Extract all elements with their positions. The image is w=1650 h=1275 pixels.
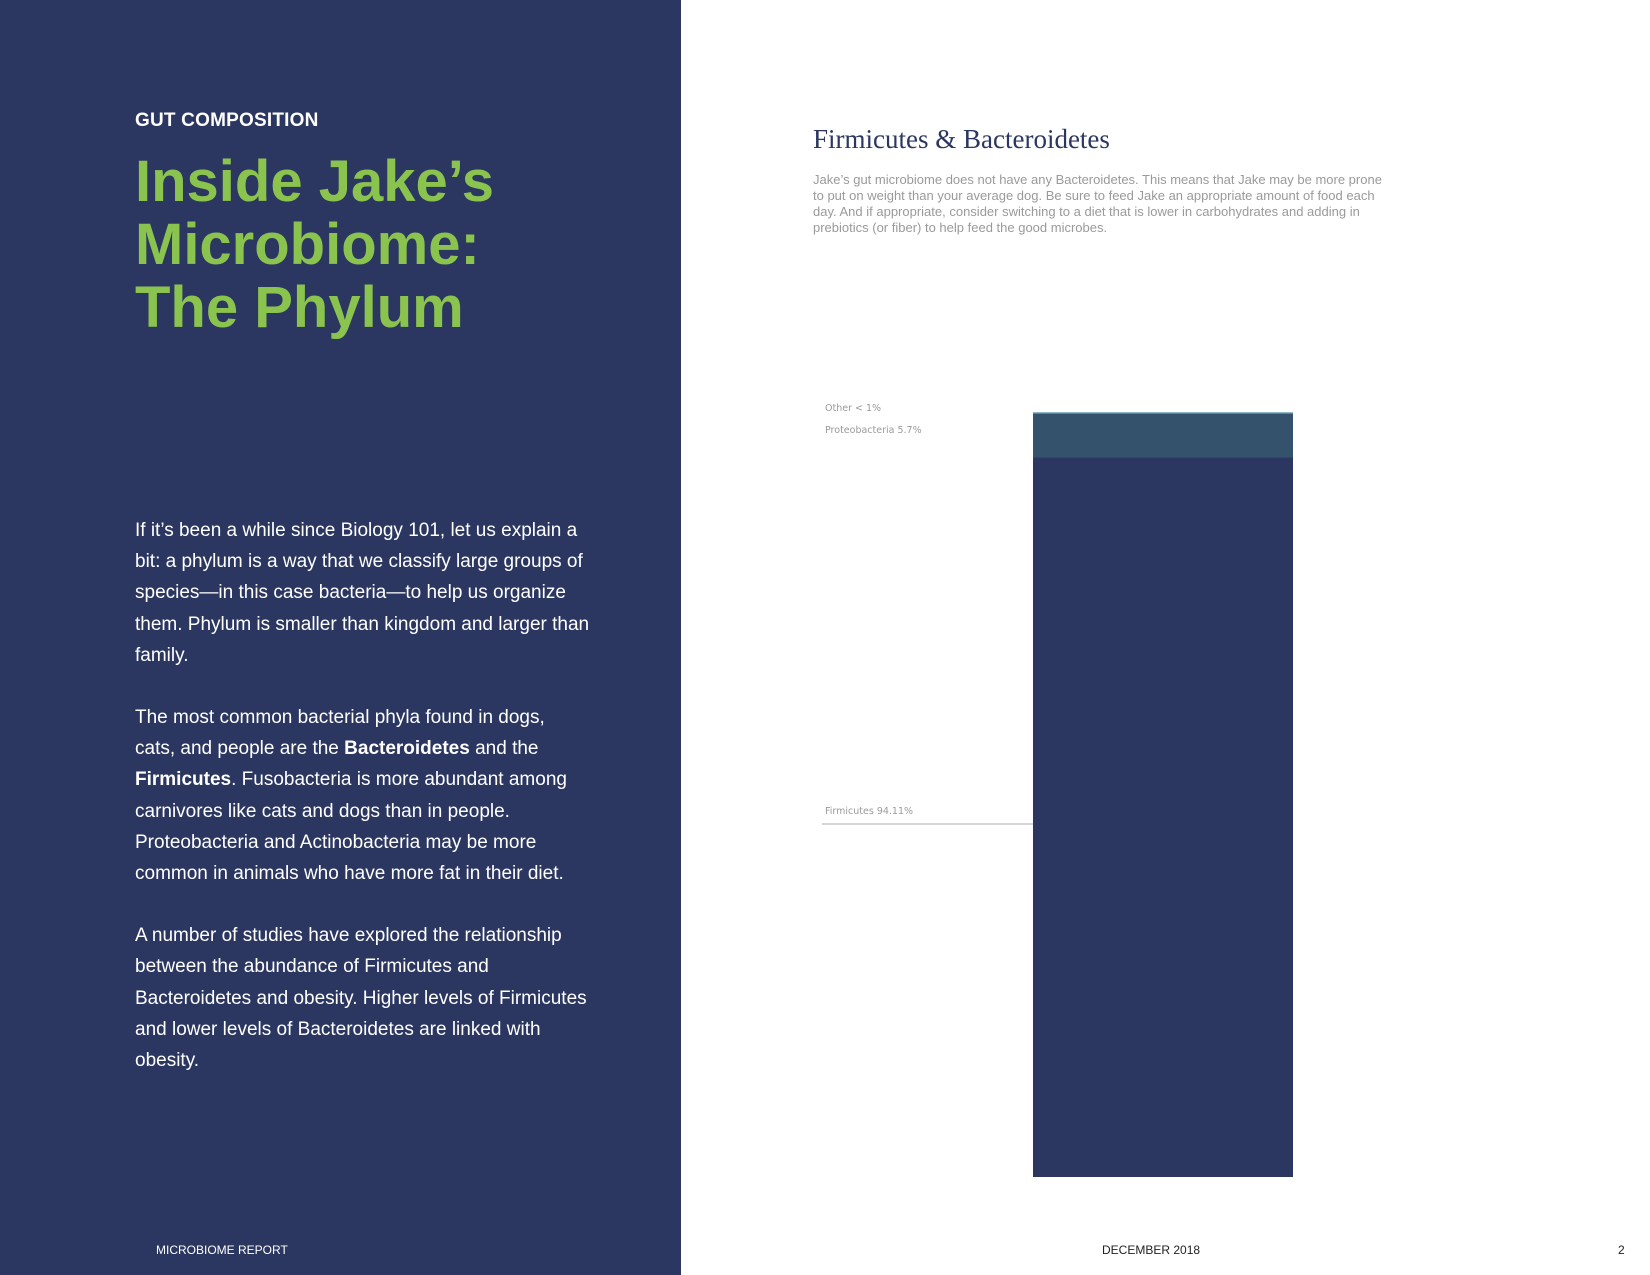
p2-bold-bacteroidetes: Bacteroidetes [344, 738, 470, 760]
headline-line-3: The Phylum [135, 275, 464, 340]
footer-report-name: MICROBIOME REPORT [156, 1243, 288, 1257]
bar-segment-firmicutes [1033, 457, 1293, 1177]
label-firmicutes: Firmicutes 94.11% [825, 806, 914, 817]
p2-text-3: . Fusobacteria is more abundant among carnivores like cats and dogs than in people. Proteobacteria and Actinobacteria may be more common in animals who have more fat in their diet. [135, 769, 567, 885]
label-proteobacteria: Proteobacteria 5.7% [825, 425, 922, 436]
p2-text-2: and the [469, 738, 539, 760]
p2-text-1: The most common bacterial phyla found in dogs, cats, and people are the [135, 707, 545, 760]
section-eyebrow: GUT COMPOSITION [135, 110, 319, 131]
footer-date: DECEMBER 2018 [1102, 1243, 1201, 1257]
label-other: Other < 1% [825, 403, 882, 414]
chart-subtitle: Jake’s gut microbiome does not have any Bacteroidetes. This means that Jake may be more prone to put on weight than your average dog. Be sure to feed Jake an appropriate amount of food each day. And if appropriate, consider switching to a diet that is lower in carbohydrates and adding in prebiotics (or fiber) to help feed the good microbes. [813, 172, 1382, 235]
paragraph-intro: If it’s been a while since Biology 101, let us explain a bit: a phylum is a way that we classify large groups of species—in this case bacteria—to help us organize them. Phylum is smaller than kingdom and larger than family. [135, 520, 590, 666]
headline-line-2: Microbiome: [135, 212, 480, 277]
headline-line-1: Inside Jake’s [135, 149, 494, 214]
page-number: 2 [1618, 1243, 1625, 1257]
bar-segment-other [1033, 412, 1293, 414]
p2-bold-firmicutes: Firmicutes [135, 769, 232, 791]
chart-title: Firmicutes & Bacteroidetes [813, 124, 1110, 154]
paragraph-obesity: A number of studies have explored the relationship between the abundance of Firmicutes and Bacteroidetes and obesity. Higher levels of Firmicutes and lower levels of Bacteroidetes are linked with obesity. [135, 925, 587, 1072]
bar-segment-proteobacteria [1033, 413, 1293, 457]
